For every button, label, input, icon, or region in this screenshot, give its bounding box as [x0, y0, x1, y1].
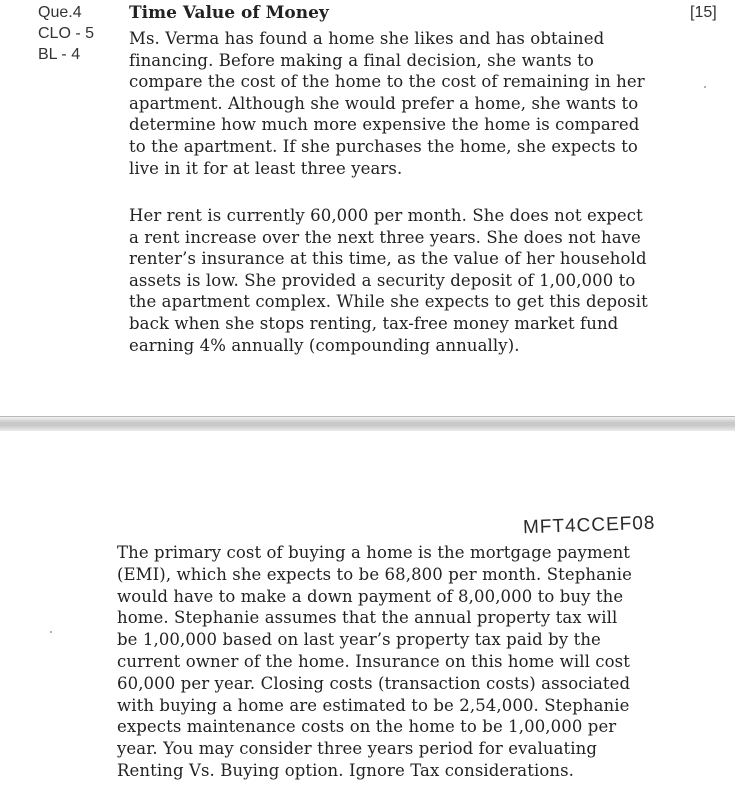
paragraph-line: with buying a home are estimated to be 2,54,000. Stephanie	[117, 695, 630, 715]
paragraph-line: financing. Before making a final decision, she wants to	[129, 50, 594, 70]
paragraph-line: would have to make a down payment of 8,00,000 to buy the	[117, 586, 624, 606]
paragraph-line: be 1,00,000 based on last year’s property tax paid by the	[117, 630, 601, 650]
paragraph-line: earning 4% annually (compounding annually).	[129, 335, 520, 355]
clo-label: CLO - 5	[38, 25, 95, 42]
paragraph-line: compare the cost of the home to the cost of remaining in her	[129, 72, 645, 92]
paragraph-intro	[129, 28, 645, 179]
scan-speck	[50, 631, 52, 633]
question-number: Que.4	[38, 4, 82, 21]
marks-label: [15]	[690, 4, 717, 21]
paragraph-line: the apartment complex. While she expects to get this deposit	[129, 292, 648, 312]
question-title: Time Value of Money	[129, 3, 329, 23]
page-divider	[0, 416, 735, 432]
bl-label: BL - 4	[38, 46, 81, 63]
paragraph-line: assets is low. She provided a security deposit of 1,00,000 to	[129, 270, 636, 290]
paragraph-line: renter’s insurance at this time, as the value of her household	[129, 249, 647, 269]
paragraph-line: apartment. Although she would prefer a home, she wants to	[129, 93, 639, 113]
paragraph-line: home. Stephanie assumes that the annual property tax will	[117, 608, 618, 628]
paragraph-line: 60,000 per year. Closing costs (transaction costs) associated	[117, 673, 631, 693]
paragraph-line: a rent increase over the next three years. She does not have	[129, 227, 641, 247]
handwritten-note: MFT4CCEF08	[522, 512, 656, 539]
paragraph-line: Her rent is currently 60,000 per month. She does not expect	[129, 206, 643, 225]
paragraph-line: The primary cost of buying a home is the mortgage payment	[117, 543, 631, 562]
paragraph-line: determine how much more expensive the home is compared	[129, 115, 640, 135]
paragraph-rent	[129, 205, 648, 356]
paragraph-line: (EMI), which she expects to be 68,800 per month. Stephanie	[117, 564, 633, 584]
scan-speck	[704, 86, 706, 88]
paragraph-line: live in it for at least three years.	[129, 158, 403, 178]
paragraph-line: Ms. Verma has found a home she likes and has obtained	[129, 29, 605, 48]
paragraph-line: year. You may consider three years period for evaluating	[117, 739, 598, 759]
paragraph-line: back when she stops renting, tax-free money market fund	[129, 313, 619, 333]
page-two	[0, 431, 735, 794]
paragraph-line: current owner of the home. Insurance on this home will cost	[117, 651, 630, 671]
paragraph-line: expects maintenance costs on the home to be 1,00,000 per	[117, 717, 617, 737]
paragraph-line: to the apartment. If she purchases the home, she expects to	[129, 136, 638, 156]
paragraph-buying	[117, 542, 632, 782]
paragraph-line: Renting Vs. Buying option. Ignore Tax considerations.	[117, 760, 574, 780]
